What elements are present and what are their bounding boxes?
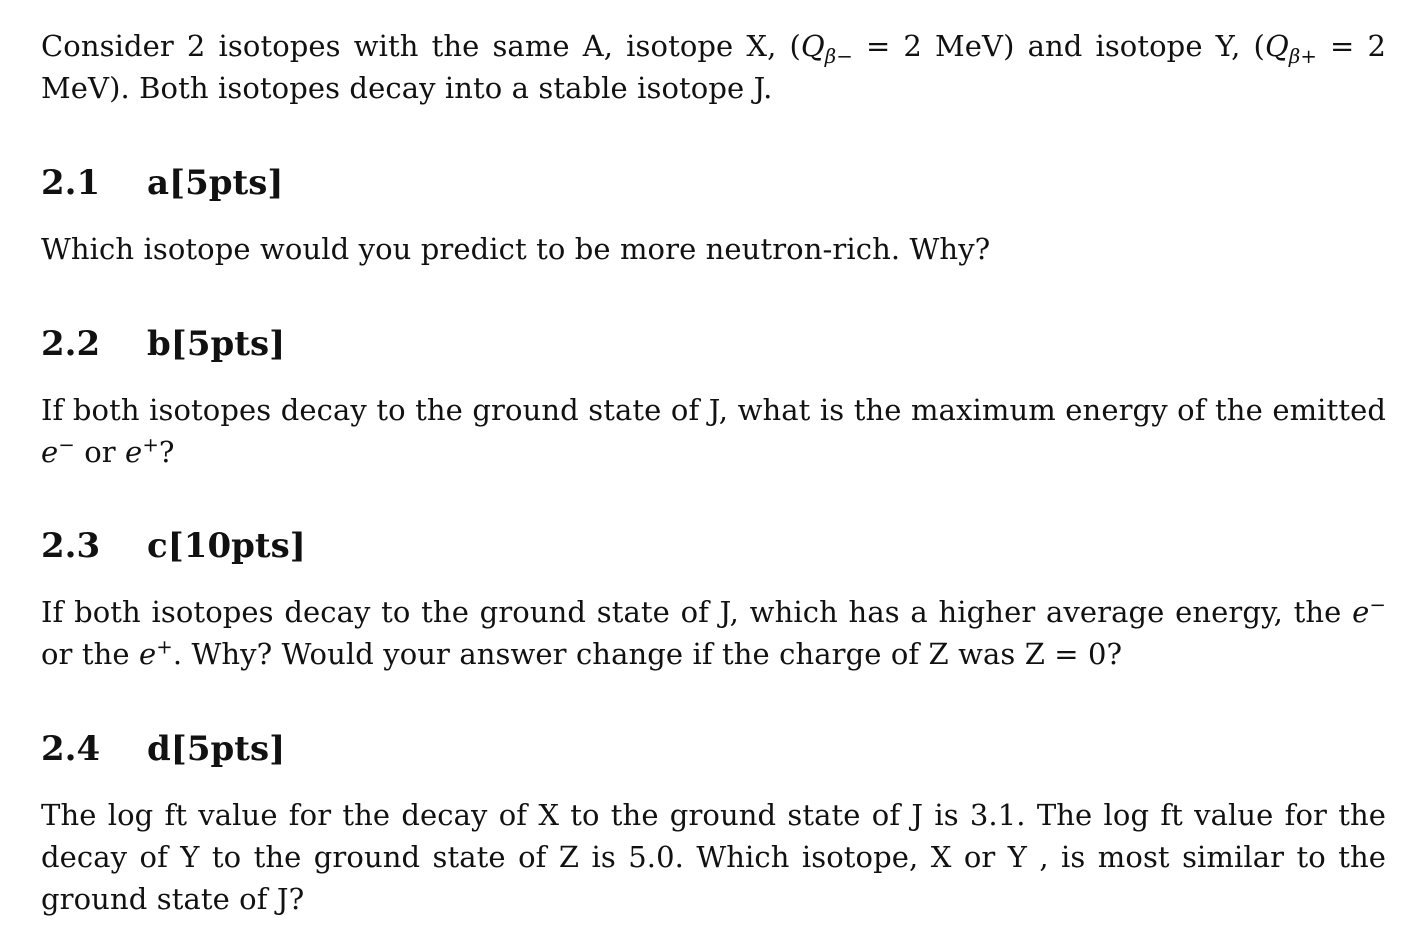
positron-e: e bbox=[138, 637, 157, 671]
question-text: or the bbox=[41, 637, 139, 671]
intro-text-b: = 2 MeV) and isotope Y, ( bbox=[852, 29, 1265, 63]
electron-symbol bbox=[1352, 595, 1386, 629]
q-beta-plus-subscript: β+ bbox=[1288, 44, 1317, 68]
positron-charge: + bbox=[142, 433, 159, 457]
section-number: 2.2 bbox=[41, 324, 101, 364]
question-line: If both isotopes decay to the ground state of J, what is the maximum energy of the emitted bbox=[41, 393, 1386, 427]
question-line bbox=[41, 431, 1386, 473]
section-heading-2-2 bbox=[41, 324, 285, 364]
section-title: c[10pts] bbox=[147, 526, 306, 566]
intro-paragraph bbox=[41, 25, 1386, 109]
q-beta-plus bbox=[1264, 29, 1317, 68]
q-beta-minus bbox=[800, 29, 853, 68]
question-text: . Why? Would your answer change if the charge of Z was Z = 0? bbox=[172, 637, 1123, 671]
section-title: a[5pts] bbox=[147, 163, 284, 203]
positron-symbol bbox=[125, 435, 159, 469]
question-line: The log ft value for the decay of X to the ground state of J is 3.1. The log ft value for the bbox=[41, 798, 1386, 832]
electron-charge: − bbox=[58, 433, 75, 457]
section-number: 2.1 bbox=[41, 163, 101, 203]
section-number: 2.3 bbox=[41, 526, 101, 566]
section-2-3-question bbox=[41, 591, 1386, 675]
question-text: If both isotopes decay to the ground state of J, which has a higher average energy, the bbox=[41, 595, 1353, 629]
q-beta-minus-subscript: β− bbox=[824, 44, 853, 68]
positron-symbol bbox=[139, 637, 173, 671]
intro-text-c: = 2 bbox=[1316, 29, 1386, 63]
question-line bbox=[41, 591, 1386, 633]
intro-line-1 bbox=[41, 25, 1386, 67]
question-line: Which isotope would you predict to be more neutron-rich. Why? bbox=[41, 232, 991, 266]
section-title: b[5pts] bbox=[147, 324, 286, 364]
or-text: or bbox=[74, 435, 126, 469]
positron-charge: + bbox=[156, 635, 173, 659]
section-2-4-question bbox=[41, 794, 1386, 920]
section-heading-2-3 bbox=[41, 526, 306, 566]
section-heading-2-4 bbox=[41, 729, 285, 769]
electron-e: e bbox=[1352, 595, 1370, 629]
question-line: ground state of J? bbox=[41, 882, 305, 916]
question-mark: ? bbox=[158, 435, 175, 469]
q-symbol: Q bbox=[1264, 29, 1289, 63]
positron-e: e bbox=[125, 435, 143, 469]
q-symbol: Q bbox=[800, 29, 825, 63]
section-number: 2.4 bbox=[41, 729, 101, 769]
section-heading-2-1 bbox=[41, 163, 283, 203]
question-line bbox=[41, 633, 1386, 675]
section-2-1-question bbox=[41, 228, 1386, 270]
section-2-2-question bbox=[41, 389, 1386, 473]
intro-line-2: MeV). Both isotopes decay into a stable isotope J. bbox=[41, 71, 773, 105]
electron-e: e bbox=[41, 435, 59, 469]
electron-charge: − bbox=[1369, 593, 1386, 617]
question-line: decay of Y to the ground state of Z is 5.0. Which isotope, X or Y , is most similar to the bbox=[41, 840, 1386, 874]
electron-symbol bbox=[41, 435, 75, 469]
section-title: d[5pts] bbox=[147, 729, 286, 769]
intro-text-a: Consider 2 isotopes with the same A, isotope X, ( bbox=[41, 29, 801, 63]
